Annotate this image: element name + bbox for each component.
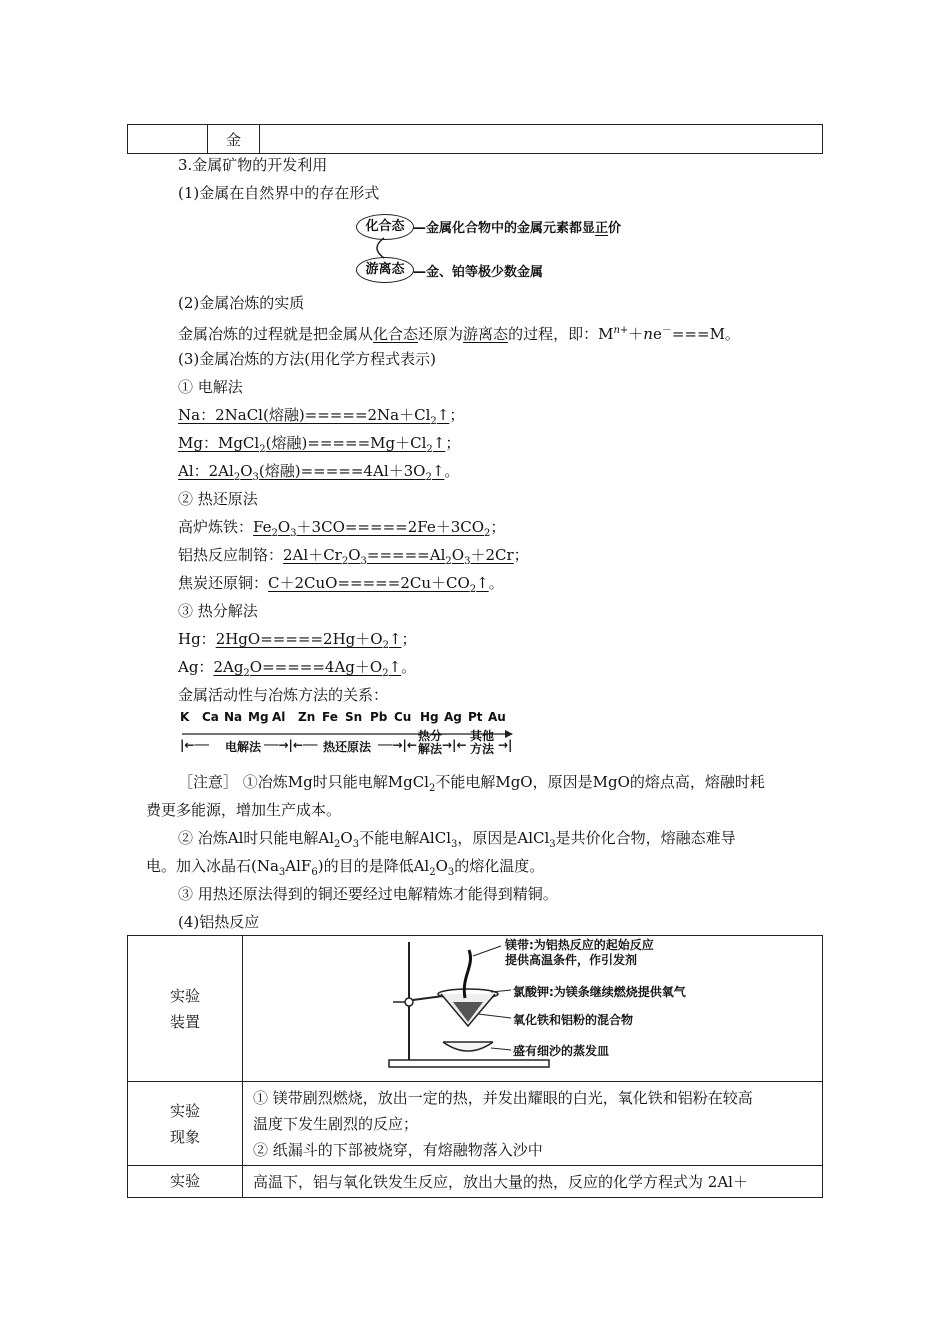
row-apparatus-label: 实验 装置 xyxy=(128,936,243,1082)
range-line-1: |←── xyxy=(180,738,209,752)
top-table xyxy=(127,124,823,154)
activity-series-diagram xyxy=(180,710,520,766)
row-principle-content: 高温下，铝与氧化铁发生反应，放出大量的热，反应的化学方程式为 2Al＋ xyxy=(243,1166,823,1198)
eq-hg: Hg：$2HgO=====2Hg+O_2↑$； xyxy=(178,630,417,651)
subsection-4: (4)铝热反应 xyxy=(178,913,260,931)
series-item-al: Al xyxy=(272,710,286,724)
series-item-k: K xyxy=(180,710,190,724)
subsection-1: (1)金属在自然界中的存在形式 xyxy=(178,184,380,202)
eq-cr: 铝热反应制铬：$2Al+Cr_2O_3=====Al_2O_3+2Cr$； xyxy=(178,546,529,567)
range-thermal-decomposition: 热分 解法 xyxy=(418,729,443,756)
top-table-cell-empty xyxy=(128,125,208,154)
range-line-4: →|← xyxy=(442,738,467,752)
series-item-hg: Hg xyxy=(420,710,439,724)
row-principle-label: 实验 xyxy=(128,1166,243,1198)
label-mixture: 氧化铁和铝粉的混合物 xyxy=(513,1013,634,1027)
phenomenon-3: ② 纸漏斗的下部被烧穿，有熔融物落入沙中 xyxy=(253,1140,543,1159)
eq-ag: Ag：$2Ag_2O=====4Ag+O_2↑$。 xyxy=(178,658,417,679)
activity-series xyxy=(180,710,506,726)
phenomenon-2: 温度下发生剧烈的反应； xyxy=(253,1114,419,1133)
eq-fe: 高炉炼铁：$Fe_2O_3+3CO=====2Fe+3CO_2$； xyxy=(178,518,506,539)
range-thermal-reduction: 热还原法 xyxy=(323,740,372,754)
label-evaporating-dish: 盛有细沙的蒸发皿 xyxy=(513,1044,610,1058)
node-free: 游离态 xyxy=(356,257,414,283)
series-item-cu: Cu xyxy=(394,710,412,724)
apparatus-figure xyxy=(383,936,686,1080)
series-item-au: Au xyxy=(488,710,506,724)
series-item-mg: Mg xyxy=(248,710,269,724)
series-item-ag: Ag xyxy=(444,710,462,724)
range-other: 其他 方法 xyxy=(470,729,495,756)
eq-cu: 焦炭还原铜：$C+2CuO=====2Cu+CO_2↑$。 xyxy=(178,574,504,595)
series-item-sn: Sn xyxy=(345,710,363,724)
subsection-2: (2)金属冶炼的实质 xyxy=(178,294,305,312)
note-2-line-1: ② 冶炼Al时只能电解$Al_2O_3$不能电解AlCl$_3$，原因是AlCl$_3$是共价化合物，熔融态难导 xyxy=(178,829,736,850)
thermite-table xyxy=(127,935,823,1198)
range-line-3: ──→|← xyxy=(378,738,417,752)
method-thermal-reduction: ② 热还原法 xyxy=(178,490,258,508)
phenomenon-1: ① 镁带剧烈燃烧，放出一定的热，并发出耀眼的白光，氧化铁和铝粉在较高 xyxy=(253,1088,753,1107)
node-free-desc: —金、铂等极少数金属 xyxy=(413,265,544,280)
range-electrolysis: 电解法 xyxy=(225,740,262,754)
subsection-3: (3)金属冶炼的方法(用化学方程式表示) xyxy=(178,350,436,368)
node-compound: 化合态 xyxy=(356,214,414,240)
series-item-na: Na xyxy=(224,710,243,724)
eq-al: Al：$2Al_2O_3$(熔融)$=====4Al+3O_2↑$。 xyxy=(178,462,460,483)
method-thermal-decomposition: ③ 热分解法 xyxy=(178,602,258,620)
node-compound-desc: —金属化合物中的金属元素都显正价 xyxy=(413,221,622,236)
note-2-line-2: 电。加入冰晶石$(Na_3AlF_6)$的目的是降低$Al_2O_3$的熔化温度。 xyxy=(146,857,545,878)
method-electrolysis: ① 电解法 xyxy=(178,378,243,396)
section-title: 3.金属矿物的开发利用 xyxy=(178,156,328,174)
method-ranges xyxy=(180,729,520,766)
top-table-cell-content xyxy=(260,125,823,154)
eq-na: Na：2NaCl(熔融)$=====2Na+Cl_2↑$； xyxy=(178,406,465,427)
range-line-2: ──→|←── xyxy=(264,738,318,752)
row-phenomenon-content xyxy=(243,1082,823,1166)
series-item-pt: Pt xyxy=(468,710,483,724)
row-apparatus-content xyxy=(243,936,823,1082)
series-item-pb: Pb xyxy=(370,710,388,724)
relation-title: 金属活动性与冶炼方法的关系： xyxy=(178,686,389,704)
range-line-5: →| xyxy=(498,738,513,752)
note-1-line-2: 费更多能源，增加生产成本。 xyxy=(146,801,342,819)
label-potassium-chlorate: 氯酸钾:为镁条继续燃烧提供氧气 xyxy=(513,985,686,999)
top-table-cell-label: 金 xyxy=(208,125,260,154)
series-item-fe: Fe xyxy=(322,710,338,724)
note-1-line-1: ［注意］ ①冶炼Mg时只能电解MgCl$_2$不能电解MgO，原因是MgO的熔点高，熔融时耗 xyxy=(178,773,765,794)
label-magnesium-ribbon: 镁带:为铝热反应的起始反应 提供高温条件，作引发剂 xyxy=(505,938,654,967)
note-3: ③ 用热还原法得到的铜还要经过电解精炼才能得到精铜。 xyxy=(178,885,558,903)
series-item-zn: Zn xyxy=(298,710,316,724)
series-item-ca: Ca xyxy=(202,710,219,724)
essence-text: 金属冶炼的过程就是把金属从化合态还原为游离态的过程，即：$M^{n+}+ne^-===M$。 xyxy=(178,325,740,343)
row-phenomenon-label: 实验 现象 xyxy=(128,1082,243,1166)
eq-mg: Mg：MgCl$_2$(熔融)$=====Mg+Cl_2↑$； xyxy=(178,434,461,455)
